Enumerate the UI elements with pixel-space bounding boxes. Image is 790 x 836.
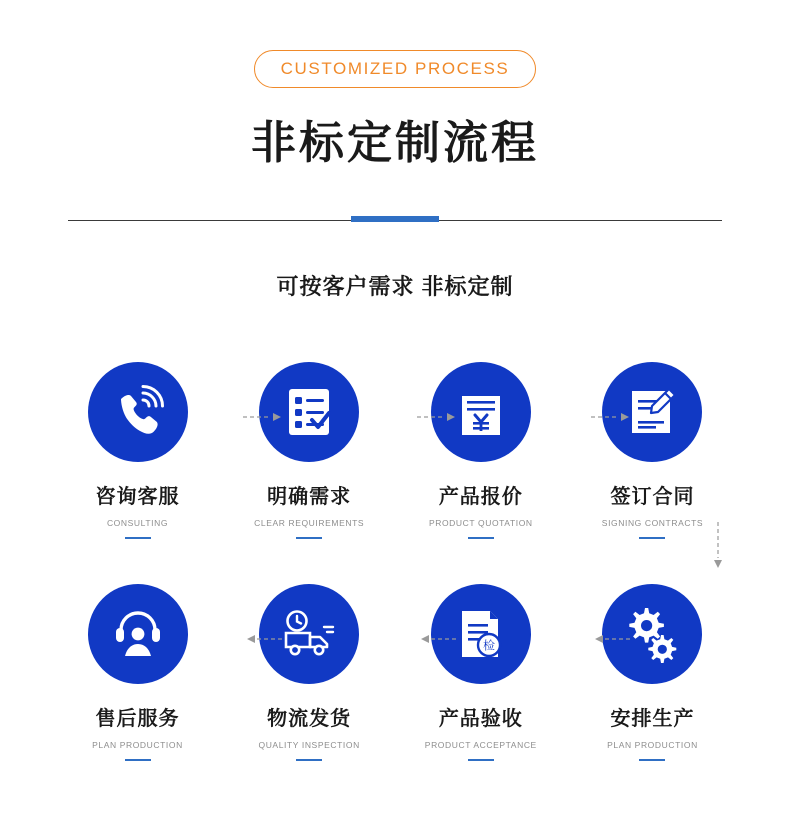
- flow-arrow-left: [591, 634, 633, 644]
- step-title: 安排生产: [610, 708, 695, 730]
- step-underline: [639, 759, 665, 761]
- page-title: 非标定制流程: [250, 117, 539, 168]
- svg-text:检: 检: [482, 638, 495, 653]
- process-step-logistics-delivery: [232, 574, 387, 796]
- step-underline: [468, 759, 494, 761]
- divider-accent-bar: [351, 216, 439, 222]
- flow-arrow-right: [591, 412, 633, 422]
- process-flow: [60, 352, 730, 796]
- process-step-product-quotation: [403, 352, 558, 574]
- price-document-icon: [454, 385, 508, 439]
- badge-container: [0, 50, 790, 88]
- flow-arrow-right: [243, 412, 285, 422]
- flow-arrow-left: [243, 634, 285, 644]
- step-underline: [125, 537, 151, 539]
- headset-support-icon: [110, 606, 166, 662]
- step-subtitle: SIGNING CONTRACTS: [601, 518, 704, 528]
- flow-arrow-down: [713, 522, 723, 570]
- step-icon-circle: [88, 362, 188, 462]
- step-subtitle: PLAN PRODUCTION: [607, 740, 698, 750]
- step-underline: [296, 537, 322, 539]
- process-step-clear-requirements: [232, 352, 387, 574]
- step-underline: [639, 537, 665, 539]
- step-underline: [296, 759, 322, 761]
- process-step-arrange-production: [575, 574, 730, 796]
- process-step-product-acceptance: [403, 574, 558, 796]
- inspection-document-icon: [454, 607, 508, 661]
- process-step-signing-contracts: [575, 352, 730, 574]
- step-underline: [125, 759, 151, 761]
- flow-arrow-left: [417, 634, 459, 644]
- step-subtitle: CONSULTING: [106, 518, 169, 528]
- step-title: 咨询客服: [95, 486, 180, 508]
- step-subtitle: CLEAR REQUIREMENTS: [254, 518, 365, 528]
- process-step-consulting: [60, 352, 215, 574]
- step-title: 签订合同: [610, 486, 695, 508]
- process-step-after-sales-service: [60, 574, 215, 796]
- phone-ring-icon: [109, 383, 167, 441]
- flow-arrow-right: [417, 412, 459, 422]
- checklist-icon: [281, 384, 337, 440]
- process-row-2: [60, 574, 730, 796]
- customized-process-badge: CUSTOMIZED PROCESS: [254, 50, 537, 88]
- step-title: 售后服务: [95, 708, 180, 730]
- step-title: 明确需求: [267, 486, 352, 508]
- process-row-1: [60, 352, 730, 574]
- step-subtitle: PLAN PRODUCTION: [92, 740, 183, 750]
- step-subtitle: PRODUCT ACCEPTANCE: [424, 740, 537, 750]
- step-title: 产品验收: [438, 708, 523, 730]
- step-subtitle: PRODUCT QUOTATION: [428, 518, 533, 528]
- page-subtitle: 可按客户需求 非标定制: [276, 274, 514, 299]
- step-underline: [468, 537, 494, 539]
- step-title: 物流发货: [267, 708, 352, 730]
- step-title: 产品报价: [438, 486, 523, 508]
- delivery-truck-icon: [280, 605, 338, 663]
- step-subtitle: QUALITY INSPECTION: [258, 740, 360, 750]
- step-icon-circle: [88, 584, 188, 684]
